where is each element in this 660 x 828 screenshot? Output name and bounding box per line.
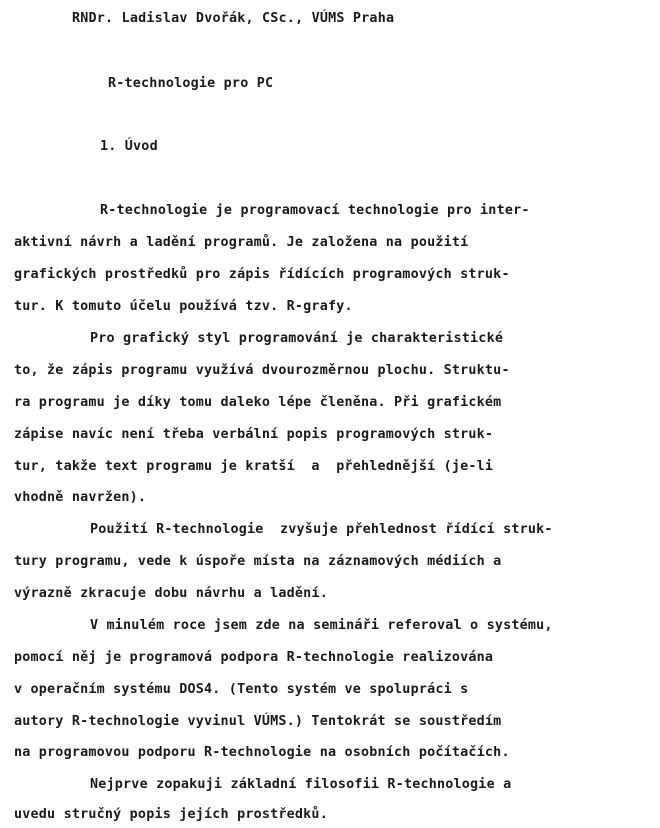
paragraph-line: Pro grafický styl programování je charakteristické <box>90 331 504 346</box>
section-heading: 1. Úvod <box>100 139 158 154</box>
paragraph-line: uvedu stručný popis jejích prostředků. <box>14 807 328 822</box>
paragraph-line: tur, takže text programu je kratší a přehlednější (je-li <box>14 459 494 474</box>
document-title: R-technologie pro PC <box>108 76 274 91</box>
author-line: RNDr. Ladislav Dvořák, CSc., VÚMS Praha <box>72 11 395 26</box>
paragraph-line: ra programu je díky tomu daleko lépe členěna. Při grafickém <box>14 395 502 410</box>
paragraph-line: autory R-technologie vyvinul VÚMS.) Tentokrát se soustředím <box>14 714 502 729</box>
paragraph-line: tur. K tomuto účelu používá tzv. R-grafy. <box>14 299 353 314</box>
paragraph-line: to, že zápis programu využívá dvourozměrnou plochu. Struktu- <box>14 363 510 378</box>
paragraph-line: R-technologie je programovací technologie pro inter- <box>100 203 530 218</box>
paragraph-line: na programovou podporu R-technologie na osobních počítačích. <box>14 745 510 760</box>
paragraph-line: aktivní návrh a ladění programů. Je založena na použití <box>14 235 469 250</box>
paragraph-line: výrazně zkracuje dobu návrhu a ladění. <box>14 586 328 601</box>
paragraph-line: zápise navíc není třeba verbální popis programových struk- <box>14 427 494 442</box>
paragraph-line: V minulém roce jsem zde na semináři referoval o systému, <box>90 618 553 633</box>
paragraph-line: vhodně navržen). <box>14 490 147 505</box>
paragraph-line: v operačním systému DOS4. (Tento systém ve spolupráci s <box>14 682 469 697</box>
paragraph-line: Použití R-technologie zvyšuje přehlednost řídící struk- <box>90 522 553 537</box>
paragraph-line: pomocí něj je programová podpora R-technologie realizována <box>14 650 494 665</box>
paragraph-line: tury programu, vede k úspoře místa na záznamových médiích a <box>14 554 502 569</box>
paragraph-line: Nejprve zopakuji základní filosofii R-technologie a <box>90 777 512 792</box>
paragraph-line: grafických prostředků pro zápis řídících programových struk- <box>14 267 510 282</box>
